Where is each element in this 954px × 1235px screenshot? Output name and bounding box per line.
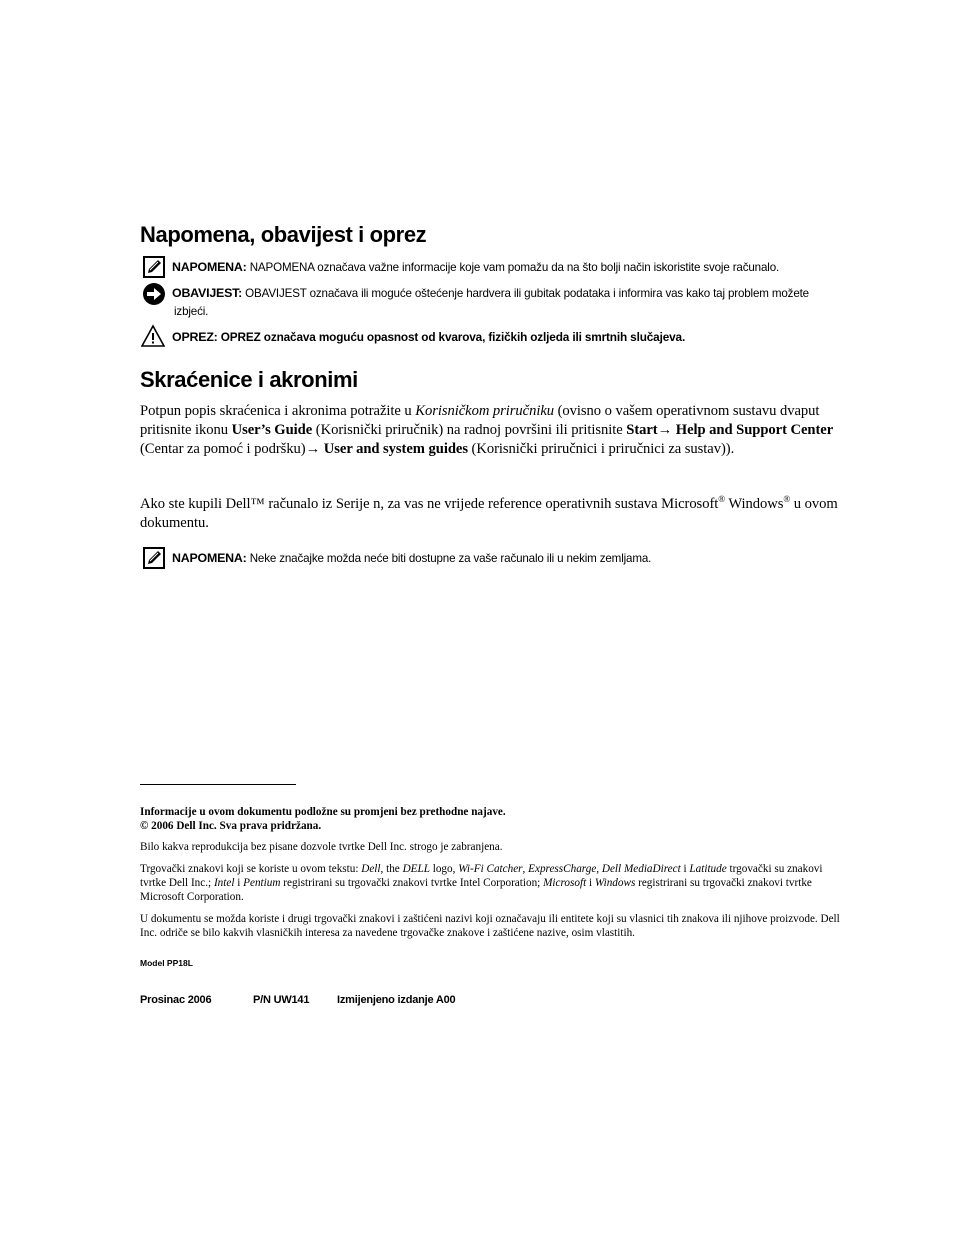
p1-text-c: (ovisno o vašem operativnom sustavu dvaput pritisnite ikonu (140, 403, 820, 438)
tm-text: , (596, 863, 602, 875)
note2-label: NAPOMENA: (172, 551, 247, 565)
note-napomena-2 (172, 549, 852, 568)
tm-text: , (522, 863, 529, 875)
series-n-paragraph (140, 495, 840, 533)
footnote-divider (140, 784, 296, 785)
footer-date: Prosinac 2006 (140, 994, 212, 1006)
legal-reproduction: Bilo kakva reprodukcija bez pisane dozvole tvrtke Dell Inc. strogo je zabranjena. (140, 841, 503, 853)
tm-text: i (680, 863, 690, 875)
start-bold: Start (626, 422, 658, 438)
tm-italic: Dell (361, 863, 381, 875)
tm-italic: Wi-Fi Catcher (458, 863, 523, 875)
footer-part-number: P/N UW141 (253, 994, 310, 1006)
tm-italic: Intel (213, 877, 235, 889)
notice-label: OBAVIJEST: (172, 286, 243, 300)
registered-mark-1: ® (718, 494, 726, 505)
model-number: Model PP18L (140, 958, 193, 968)
note-label: NAPOMENA: (172, 260, 247, 274)
system-guides-bold: User and system guides (320, 441, 468, 457)
arrow-1: → (657, 422, 673, 438)
p2-text-c: u ovom dokumentu. (140, 496, 838, 531)
legal-copyright: © 2006 Dell Inc. Sva prava pridržana. (140, 820, 322, 832)
legal-bold-block (140, 805, 840, 833)
p1-text-a: Potpun popis skraćenica i akronima potražite u (140, 403, 416, 419)
section-title-notes: Napomena, obavijest i oprez (140, 222, 427, 247)
arrow-2: → (305, 441, 321, 457)
tm-text: registrirani su trgovački znakovi tvrtke Microsoft Corporation. (140, 877, 812, 903)
note2-text: Neke značajke možda neće biti dostupne za vaše računalo ili u nekim zemljama. (249, 552, 652, 565)
tm-italic: Pentium (243, 877, 281, 889)
tm-text: , the (380, 863, 403, 875)
section-title-abbreviations: Skraćenice i akronimi (140, 367, 358, 392)
p1-text-e: (Korisnički priručnik) na radnoj površini ili pritisnite (312, 422, 627, 438)
legal-trademarks (140, 862, 840, 904)
legal-other-marks: U dokumentu se možda koriste i drugi trgovački znakovi i zaštićeni nazivi koji označavaju ili entitete koji su vlasnici tih znakova ili njihove proizvode. Dell Inc. odriče se bilo kakvih vlasničkih interesa za navedene trgovačke znakove i zaštićene nazive, osim vlastitih. (140, 913, 840, 939)
caution-oprez (172, 328, 852, 346)
tm-italic: ExpressCharge (528, 863, 597, 875)
abbreviations-paragraph (140, 402, 840, 459)
caution-text: OPREZ označava moguću opasnost od kvarova, fizičkih ozljeda ili smrtnih slučajeva. (220, 330, 686, 344)
p2-text-a: Ako ste kupili Dell™ računalo iz Serije n, za vas ne vrijede reference operativnih sustava Microsoft (140, 496, 719, 512)
pencil-note-icon (142, 255, 166, 279)
notice-obavijest (172, 284, 862, 321)
warning-triangle-icon (141, 324, 165, 348)
users-guide-bold: User’s Guide (231, 422, 313, 438)
notice-text-line1: OBAVIJEST označava ili moguće oštećenje hardvera ili gubitak podataka i informira vas kako taj problem možete (245, 287, 809, 300)
p2-text-b: Windows (725, 496, 784, 512)
tm-text: i (586, 877, 595, 889)
tm-text: logo, (429, 863, 459, 875)
user-guide-italic: Korisničkom priručniku (415, 403, 555, 419)
caution-label: OPREZ: (172, 330, 218, 344)
legal-change-notice: Informacije u ovom dokumentu podložne su promjeni bez prethodne najave. (140, 806, 506, 818)
note-napomena (172, 258, 852, 277)
tm-italic: Windows (594, 877, 636, 889)
tm-italic: Microsoft (543, 877, 587, 889)
tm-italic: Dell MediaDirect (601, 863, 681, 875)
notice-text-line2: izbjeći. (174, 305, 209, 318)
tm-italic: Latitude (689, 863, 727, 875)
registered-mark-2: ® (783, 494, 791, 505)
tm-text: Trgovački znakovi koji se koriste u ovom tekstu: (140, 863, 362, 875)
tm-text: trgovački su znakovi tvrtke Dell Inc.; (140, 863, 823, 889)
tm-italic: DELL (402, 863, 430, 875)
notice-arrow-icon (142, 282, 166, 306)
tm-text: i (234, 877, 244, 889)
tm-text: registrirani su trgovački znakovi tvrtke Intel Corporation; (280, 877, 544, 889)
footer-revision: Izmijenjeno izdanje A00 (337, 994, 456, 1006)
help-support-bold: Help and Support Center (672, 422, 834, 438)
note-text: NAPOMENA označava važne informacije koje vam pomažu da na što bolji način iskoristite svoje računalo. (249, 261, 780, 274)
p1-text-j: (Korisnički priručnici i priručnici za sustav)). (467, 441, 735, 457)
p1-text-h: (Centar za pomoć i podršku) (140, 441, 306, 457)
pencil-note-icon (142, 546, 166, 570)
